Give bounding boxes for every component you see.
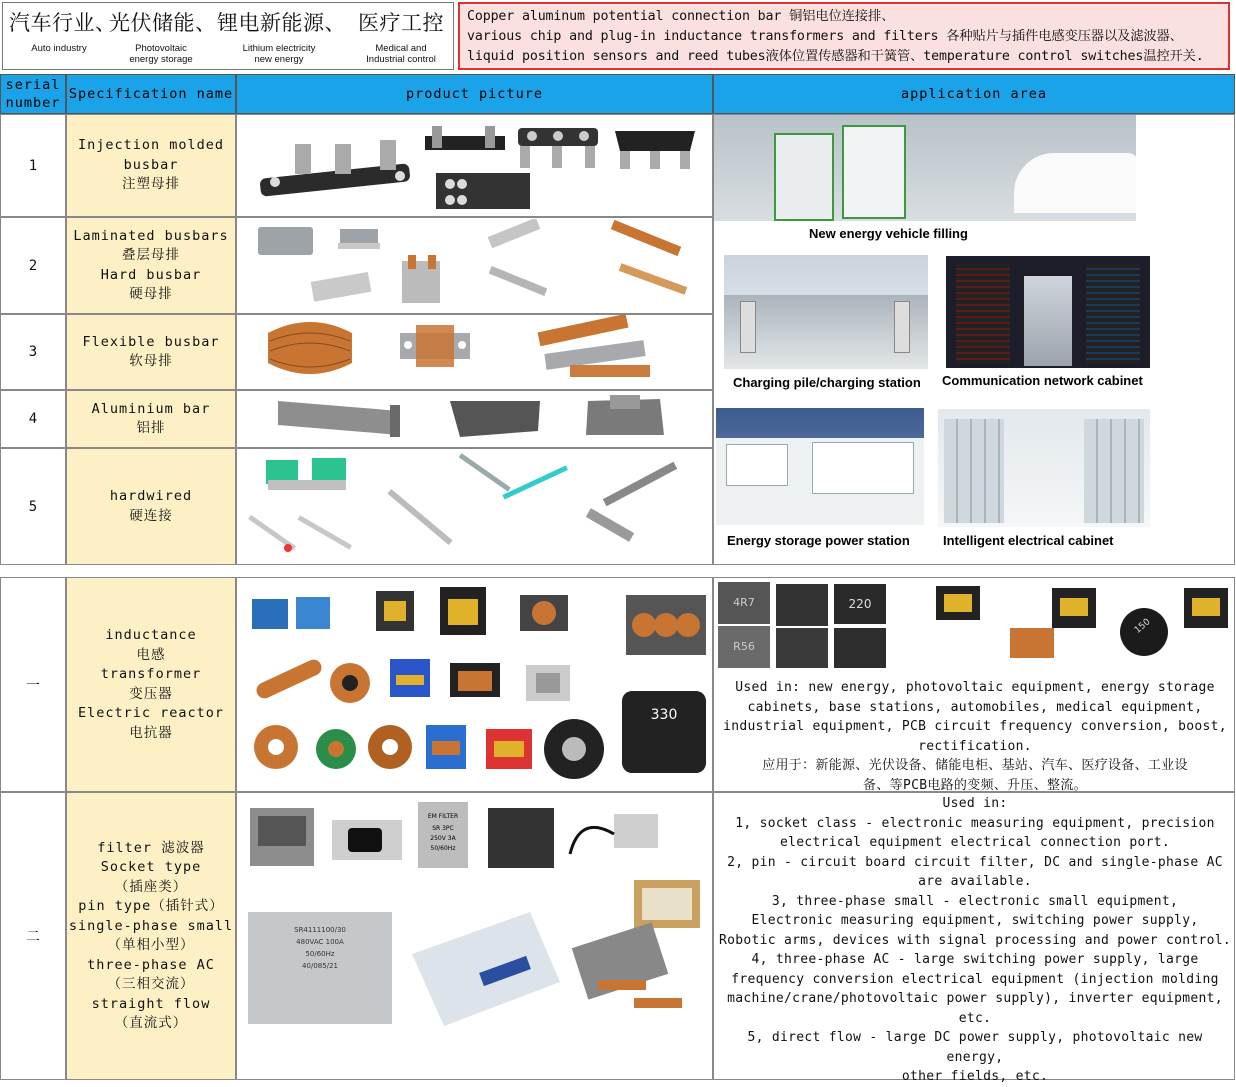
busbar-image: [458, 453, 567, 499]
transformer-image: [390, 659, 430, 697]
ev-charging-photo: [714, 115, 1136, 221]
transformer-image: [440, 587, 486, 635]
inductor-image: [316, 729, 356, 769]
flexible-busbar-images: [240, 315, 710, 389]
caption-ev: New energy vehicle filling: [809, 226, 968, 241]
charging-station-photo: [724, 255, 928, 369]
spec-cell: Laminated busbars 叠层母排 Hard busbar 硬母排: [66, 217, 236, 314]
filter-label: 50/60Hz: [304, 949, 335, 958]
spec-cell: inductance 电感 transformer 变压器 Electric reactor 电抗器: [66, 577, 236, 792]
inductor-badge: 330: [650, 706, 677, 723]
transformer-image: [450, 663, 500, 697]
inductor-image: [368, 725, 412, 769]
inductor-image: [1052, 588, 1096, 628]
inductor-images: [240, 579, 710, 791]
filter-image: [412, 912, 560, 1026]
busbar-image: [618, 263, 687, 294]
injection-busbar-images: [240, 116, 710, 216]
busbar-image: [450, 401, 540, 437]
serial-cell: 1: [0, 114, 66, 217]
intro-box: [458, 2, 1230, 70]
hardwired-images: [240, 450, 710, 564]
filter-image: [332, 820, 402, 860]
busbar-image: [340, 229, 378, 243]
transformer-image: [520, 595, 568, 631]
busbar-image: [258, 227, 313, 255]
industry-lithium: 锂电新能源、 Lithium electricity new energy: [217, 11, 346, 65]
header-application-area: application area: [713, 74, 1235, 114]
transformer-image: [376, 591, 414, 631]
energy-storage-photo: [716, 408, 924, 525]
filter-label: SR4111100/30: [293, 925, 346, 934]
filter-label: EM FILTER: [427, 812, 458, 820]
reactor-image: [626, 595, 706, 655]
busbar-image: [488, 266, 547, 296]
serial-cell: 二: [0, 792, 66, 1080]
serial-cell: 4: [0, 390, 66, 448]
busbar-image: [310, 271, 371, 301]
inductor-image: [1010, 628, 1054, 658]
filter-image: [570, 814, 658, 854]
busbar-image: [487, 219, 540, 248]
filter-image: [571, 922, 681, 1008]
transformer-image: [544, 719, 604, 779]
filter-image: [248, 912, 392, 1024]
industry-auto: 汽车行业、 Auto industry: [9, 11, 117, 54]
filter-label: 250V 3A: [429, 834, 456, 842]
busbar-image: [259, 140, 410, 197]
serial-cell: 3: [0, 314, 66, 390]
smd-inductor-images: [714, 578, 1234, 674]
intro-line: Copper aluminum potential connection bar 铜铝电位连接排、: [467, 9, 895, 24]
busbar-image: [268, 322, 352, 374]
inductor-image: [1184, 588, 1228, 628]
busbar-image: [266, 458, 346, 490]
inductor-image: [718, 626, 770, 668]
laminated-busbar-images: [240, 219, 710, 313]
serial-cell: 一: [0, 577, 66, 792]
filter-label: 50/60Hz: [430, 844, 455, 852]
inductor-image: [718, 582, 770, 624]
busbar-image: [436, 173, 530, 209]
spec-cell: Injection molded busbar 注塑母排: [66, 114, 236, 217]
inductor-image: [936, 586, 980, 620]
transformer-image: [426, 725, 466, 769]
busbar-image: [278, 401, 400, 435]
transformer-image: [486, 729, 532, 769]
filter-usage-text: Used in: 1, socket class - electronic measuring equipment, precision electrical equipment electrical connection port. 2, pin - circuit board circuit filter, DC and single-phase AC are available. 3, three-phase small - electronic small equipment, Electronic measuring equipment, switching power supply, Robotic arms, devices with signal processing and power control. 4, three-phase AC - large switching power supply, large frequency conversion electrical equipment (injection molding machine/crane/photovoltaic power supply), inverter equipment, etc. 5, direct flow - large DC power supply, photovoltaic new energy, other fields, etc.: [719, 796, 1231, 1084]
network-cabinet-photo: [946, 256, 1150, 368]
inductor-badge: 4R7: [733, 596, 755, 609]
product-pictures-row2: [236, 217, 713, 314]
filter-image: [488, 808, 554, 868]
busbar-image: [425, 126, 505, 150]
product-pictures-row3: [236, 314, 713, 390]
industry-medical: 医疗工控 Medical and Industrial control: [358, 11, 444, 65]
inductor-image: [254, 725, 298, 769]
header-spec-name: Specification name: [66, 74, 236, 114]
product-pictures-row5: [236, 448, 713, 565]
inductor-image: [330, 663, 370, 703]
busbar-image: [585, 461, 676, 541]
busbar-image: [297, 515, 351, 549]
inductor-image: [1120, 608, 1168, 656]
caption-network: Communication network cabinet: [942, 373, 1143, 388]
busbar-image: [610, 219, 681, 255]
filter-images: [240, 794, 710, 1079]
filter-image: [634, 880, 700, 928]
caption-storage: Energy storage power station: [727, 533, 910, 548]
filter-label: 480VAC 100A: [295, 937, 344, 946]
spec-cell: Aluminium bar 铝排: [66, 390, 236, 448]
inductor-badge: R56: [733, 640, 755, 653]
spec-cell: Flexible busbar 软母排: [66, 314, 236, 390]
application-area-filters: [713, 792, 1235, 1084]
serial-cell: 5: [0, 448, 66, 565]
electrical-cabinet-photo: [938, 409, 1150, 527]
filter-label: 40/085/21: [301, 961, 338, 970]
inductor-badge: 220: [848, 597, 872, 611]
product-pictures-filters: [236, 792, 713, 1080]
industry-banner: [2, 2, 454, 70]
busbar-image: [248, 514, 296, 551]
inductor-image: [622, 691, 706, 773]
aluminium-bar-images: [240, 391, 710, 447]
product-pictures-row4: [236, 390, 713, 448]
inductor-usage-text: Used in: new energy, photovoltaic equipment, energy storage cabinets, base stations, automobiles, medical equipment, industrial equipment, PCB circuit frequency conversion, boost, rectification. 应用于：新能源、光伏设备、储能电柜、基站、汽车、医疗设备、工业设 备、等PCB电路的变频、升压、整流。: [723, 680, 1227, 793]
busbar-image: [518, 128, 598, 168]
intro-line: various chip and plug-in inductance transformers and filters 各种贴片与插件电感变压器以及滤波器、: [467, 29, 1183, 44]
busbar-image: [400, 325, 470, 367]
header-serial-number: serial number: [0, 74, 66, 114]
caption-cabinet: Intelligent electrical cabinet: [943, 533, 1114, 548]
header-product-picture: product picture: [236, 74, 713, 114]
inductor-image: [834, 584, 886, 624]
intro-line: liquid position sensors and reed tubes液体位置传感器和干簧管、temperature control switches温控开关.: [467, 49, 1204, 64]
application-area-inductors: [713, 577, 1235, 792]
spec-cell: filter 滤波器 Socket type （插座类） pin type（插针式） single-phase small （单相小型） three-phase AC （三相交流） straight flow （直流式）: [66, 792, 236, 1080]
application-area-busbars: [713, 114, 1235, 565]
filter-image: [418, 802, 468, 868]
inductor-badge: 150: [1132, 617, 1153, 636]
filter-label: SR 3PC: [431, 824, 454, 832]
product-pictures-inductors: [236, 577, 713, 792]
filter-image: [250, 808, 314, 866]
transformer-image: [526, 665, 570, 701]
transformer-image: [252, 597, 330, 629]
serial-cell: 2: [0, 217, 66, 314]
caption-charging: Charging pile/charging station: [733, 375, 921, 390]
product-pictures-row1: [236, 114, 713, 217]
spec-cell: hardwired 硬连接: [66, 448, 236, 565]
busbar-image: [537, 315, 649, 377]
busbar-image: [387, 488, 452, 544]
industry-photovoltaic: 光伏储能、 Photovoltaic energy storage: [109, 11, 217, 65]
busbar-image: [615, 131, 695, 169]
inductor-image: [253, 656, 323, 700]
